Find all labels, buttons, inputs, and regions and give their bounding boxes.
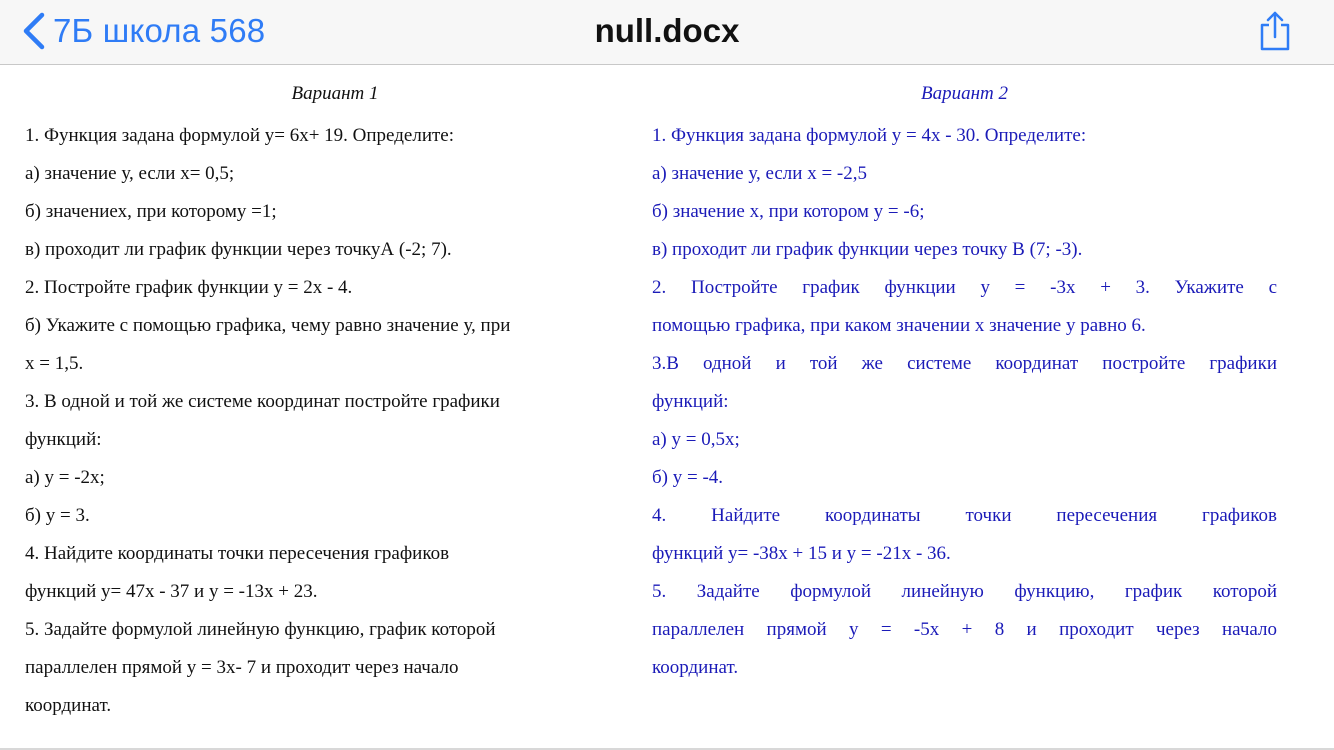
text-line: 2. Постройте график функции у = -3х + 3. Укажите с xyxy=(652,277,1277,298)
text-line: б) у = 3. xyxy=(25,505,90,526)
text-line: б) значение х, при котором у = -6; xyxy=(652,201,925,222)
text-line: 1. Функция задана формулой у= 6х+ 19. Определите: xyxy=(25,125,455,146)
text-line: х = 1,5. xyxy=(25,353,84,374)
text-line: 2. Постройте график функции у = 2х - 4. xyxy=(25,277,353,298)
text-line: 4. Найдите координаты точки пересечения графиков xyxy=(25,543,450,564)
text-line: 3. В одной и той же системе координат постройте графики xyxy=(25,391,500,412)
text-line: функций у= 47х - 37 и у = -13х + 23. xyxy=(25,581,318,602)
variant-1-column xyxy=(25,79,645,725)
text-line: 5. Задайте формулой линейную функцию, график которой xyxy=(652,581,1277,602)
variant-2-column xyxy=(652,79,1277,687)
text-line: 5. Задайте формулой линейную функцию, график которой xyxy=(25,619,496,640)
text-line: в) проходит ли график функции через точкуА (-2; 7). xyxy=(25,239,452,260)
variant-1-title: Вариант 1 xyxy=(291,83,379,104)
text-line: 3.В одной и той же системе координат постройте графики xyxy=(652,353,1277,374)
text-line: функций: xyxy=(25,429,102,450)
text-line: а) у = -2х; xyxy=(25,467,105,488)
text-line: функций у= -38х + 15 и у = -21х - 36. xyxy=(652,543,951,564)
text-line: б) значениех, при которому =1; xyxy=(25,201,277,222)
text-line: координат. xyxy=(652,657,739,678)
navigation-bar xyxy=(0,0,1334,65)
text-line: в) проходит ли график функции через точку В (7; -3). xyxy=(652,239,1083,260)
back-button-label[interactable]: 7Б школа 568 xyxy=(53,12,266,49)
text-line: координат. xyxy=(25,695,112,716)
text-line: помощью графика, при каком значении х значение у равно 6. xyxy=(652,315,1146,336)
text-line: функций: xyxy=(652,391,729,412)
text-line: параллелен прямой у = -5х + 8 и проходит через начало xyxy=(652,619,1277,640)
text-line: параллелен прямой у = 3х- 7 и проходит через начало xyxy=(25,657,459,678)
variant-2-title: Вариант 2 xyxy=(920,83,1008,104)
text-line: а) у = 0,5х; xyxy=(652,429,740,450)
text-line: 4. Найдите координаты точки пересечения графиков xyxy=(652,505,1277,526)
text-line: а) значение у, если х = -2,5 xyxy=(652,163,867,184)
text-line: 1. Функция задана формулой у = 4х - 30. Определите: xyxy=(652,125,1087,146)
document-page xyxy=(0,65,1334,748)
text-line: а) значение у, если х= 0,5; xyxy=(25,163,235,184)
share-icon[interactable] xyxy=(1256,10,1294,52)
text-line: б) у = -4. xyxy=(652,467,724,488)
document-title: null.docx xyxy=(594,12,740,49)
text-line: б) Укажите с помощью графика, чему равно значение у, при xyxy=(25,315,511,336)
